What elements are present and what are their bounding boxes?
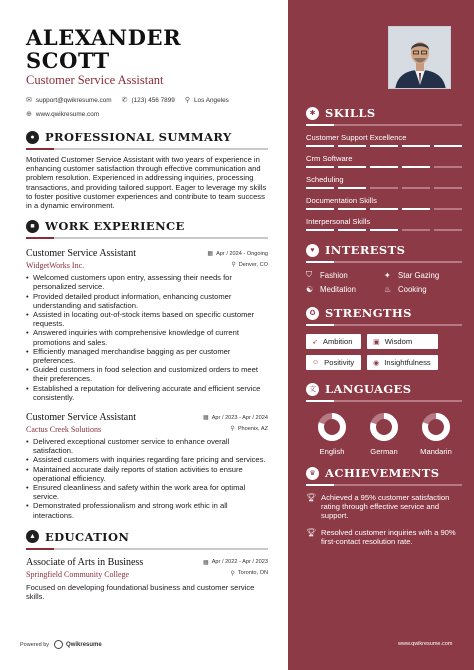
education-location-text: Toronto, ON xyxy=(237,570,268,577)
powered-by-label: Powered by xyxy=(20,641,50,648)
job-title: Customer Service Assistant xyxy=(26,248,136,260)
skill-name: Scheduling xyxy=(306,175,344,184)
job-dates xyxy=(203,414,268,421)
location-item xyxy=(185,96,229,104)
job-dates-text: Apr / 2024 - Ongoing xyxy=(216,250,268,257)
telescope-icon: ✦ xyxy=(384,270,391,280)
brand-name[interactable]: Qwikresume xyxy=(66,641,102,648)
cooking-icon: ♨ xyxy=(384,285,392,294)
interest-label: Meditation xyxy=(320,285,356,294)
section-divider xyxy=(26,237,268,239)
strength-tag xyxy=(306,355,361,370)
interest-item xyxy=(384,285,462,294)
list-item: • Provided detailed product information, enhancing customer understanding and satisfaction. xyxy=(26,292,268,310)
section-divider xyxy=(306,400,462,402)
skill-level-segment xyxy=(338,145,366,147)
degree-title: Associate of Arts in Business xyxy=(26,556,144,568)
tag-icon: ⛉ xyxy=(306,270,312,279)
skill-item xyxy=(306,175,462,189)
language-name: Mandarin xyxy=(420,447,452,456)
interest-item xyxy=(306,270,384,280)
location-text: Los Angeles xyxy=(194,96,229,104)
education-heading: EDUCATION xyxy=(45,529,130,544)
gear-icon: ✱ xyxy=(306,107,319,120)
achievements-heading: ACHIEVEMENTS xyxy=(325,466,440,480)
skill-level-bar xyxy=(306,145,462,147)
achievement-item xyxy=(306,528,462,546)
meditation-icon: ☯ xyxy=(306,285,314,294)
strengths-tags xyxy=(306,334,462,370)
education-location xyxy=(230,570,268,577)
skill-name: Interpersonal Skills xyxy=(306,217,371,226)
section-divider xyxy=(306,484,462,486)
list-item: • Efficiently managed merchandise bagging as per customer preferences. xyxy=(26,347,268,365)
job-dates-text: Apr / 2023 - Apr / 2024 xyxy=(211,414,268,421)
phone-item[interactable] xyxy=(122,96,175,104)
powered-by-footer xyxy=(20,640,102,649)
job-location xyxy=(230,425,268,432)
calendar-icon: ▦ xyxy=(203,559,209,566)
skill-level-segment xyxy=(434,229,462,231)
list-item: • Welcomed customers upon entry, assessing their needs for personalized service. xyxy=(26,273,268,291)
skill-level-segment xyxy=(338,208,366,210)
skill-level-segment xyxy=(370,208,398,210)
contact-row xyxy=(26,96,268,104)
map-pin-icon: ⚲ xyxy=(231,262,236,269)
skill-level-bar xyxy=(306,229,462,231)
skill-item xyxy=(306,217,462,231)
interest-label: Star Gazing xyxy=(398,270,440,280)
map-pin-icon: ⚲ xyxy=(184,97,190,104)
summary-heading: PROFESSIONAL SUMMARY xyxy=(45,130,232,144)
map-pin-icon: ⚲ xyxy=(230,426,235,433)
language-item xyxy=(358,412,410,456)
language-icon: 文 xyxy=(306,383,319,396)
list-item: • Assisted customers with inquiries regarding fare pricing and services. xyxy=(26,455,268,464)
skill-level-bar xyxy=(306,208,462,210)
interests-grid xyxy=(306,270,462,294)
skill-name: Customer Support Excellence xyxy=(306,133,407,142)
strength-label: Wisdom xyxy=(384,337,413,346)
job-location-text: Phoenix, AZ xyxy=(237,425,268,432)
achievements-header xyxy=(306,466,462,480)
achievement-item xyxy=(306,493,462,521)
interest-label: Cooking xyxy=(398,285,427,294)
calendar-icon: ▦ xyxy=(203,415,209,422)
strength-icon: ✪ xyxy=(306,307,319,320)
trophy-icon: 🏆︎ xyxy=(306,527,317,537)
trophy-icon: ♛ xyxy=(306,467,319,480)
calendar-icon: ▦ xyxy=(207,251,214,258)
candidate-title: Customer Service Assistant xyxy=(26,73,164,87)
email-text: support@qwikresume.com xyxy=(35,96,112,104)
languages-header xyxy=(306,382,462,396)
skill-level-segment xyxy=(370,145,398,147)
section-divider xyxy=(306,261,462,263)
list-item: • Established a reputation for delivering accurate and efficient service consistently. xyxy=(26,384,268,402)
summary-header xyxy=(26,130,268,144)
skill-level-segment xyxy=(434,166,462,168)
interests-header xyxy=(306,243,462,257)
experience-heading: WORK EXPERIENCE xyxy=(45,219,185,234)
strength-label: Positivity xyxy=(324,358,355,367)
job-bullets xyxy=(26,273,268,402)
section-divider xyxy=(306,124,462,126)
list-item: • Guided customers in food selection and customized orders to meet their preferences. xyxy=(26,365,268,383)
education-dates xyxy=(203,559,268,566)
strength-tag xyxy=(367,355,438,370)
skill-level-segment xyxy=(306,229,334,231)
skill-level-segment xyxy=(338,229,366,231)
graduation-cap-icon: ▲ xyxy=(26,530,39,543)
language-name: German xyxy=(370,447,398,456)
skill-level-segment xyxy=(402,166,430,168)
smile-icon: ☺ xyxy=(312,359,320,366)
section-divider xyxy=(26,148,268,150)
skill-item xyxy=(306,133,462,147)
skill-level-segment xyxy=(306,145,334,147)
strength-label: Insightfulness xyxy=(384,358,431,367)
experience-header xyxy=(26,219,268,233)
interest-item xyxy=(306,285,384,294)
skill-name: Documentation Skills xyxy=(306,196,377,205)
skill-level-segment xyxy=(306,187,334,189)
rocket-icon: ➶ xyxy=(312,338,318,346)
website-text: www.qwikresume.com xyxy=(35,110,100,118)
globe-icon: ⊕ xyxy=(26,111,32,118)
list-item: • Delivered exceptional customer service to enhance overall satisfaction. xyxy=(26,437,268,455)
language-item xyxy=(410,412,462,456)
job-dates xyxy=(207,250,268,257)
book-icon: ▣ xyxy=(373,338,380,346)
skill-level-segment xyxy=(306,208,334,210)
languages-list xyxy=(306,412,462,456)
person-icon: ● xyxy=(26,131,39,144)
language-name: English xyxy=(319,447,345,456)
list-item: • Assisted in locating out-of-stock items based on specific customer requests. xyxy=(26,310,268,328)
language-item xyxy=(306,412,358,456)
education-description: Focused on developing foundational business and customer service skills. xyxy=(26,582,255,602)
list-item: • Demonstrated professionalism and strong work ethic in all interactions. xyxy=(26,501,268,519)
skill-level-segment xyxy=(402,229,430,231)
skill-level-segment xyxy=(370,229,398,231)
skill-level-segment xyxy=(370,187,398,189)
job-entry xyxy=(26,412,268,520)
list-item: • Ensured cleanliness and safety within the work area for optimal service. xyxy=(26,483,268,501)
strength-label: Ambition xyxy=(322,337,353,346)
skills-header xyxy=(306,106,462,120)
strength-tag xyxy=(367,334,438,349)
list-item: • Answered inquiries with comprehensive knowledge of current promotions and sales. xyxy=(26,328,268,346)
heart-icon: ♥ xyxy=(306,244,319,257)
skills-heading: SKILLS xyxy=(325,106,376,120)
skill-level-segment xyxy=(402,145,430,147)
skill-level-segment xyxy=(402,208,430,210)
sidebar xyxy=(288,0,474,670)
trophy-icon: 🏆︎ xyxy=(306,493,317,502)
strengths-heading: STRENGTHS xyxy=(325,306,412,320)
skill-level-bar xyxy=(306,187,462,189)
achievement-text: Resolved customer inquiries with a 90% first-contact resolution rate. xyxy=(321,527,456,546)
job-bullets xyxy=(26,437,268,520)
skills-list xyxy=(306,133,462,231)
list-item: • Maintained accurate daily reports of station activities to ensure operational efficiency. xyxy=(26,465,268,483)
skill-level-segment xyxy=(434,145,462,147)
skill-item xyxy=(306,196,462,210)
phone-icon: ✆ xyxy=(121,97,128,104)
job-location-text: Denver, CO xyxy=(238,261,268,268)
email-item[interactable] xyxy=(26,96,112,104)
language-level-ring xyxy=(369,412,399,442)
education-header xyxy=(26,530,268,544)
envelope-icon: ✉ xyxy=(26,97,32,104)
profile-photo-image xyxy=(389,27,451,89)
footer-website[interactable]: www.qwikresume.com xyxy=(398,641,453,647)
language-level-ring xyxy=(317,412,347,442)
strength-tag xyxy=(306,334,361,349)
skill-level-segment xyxy=(434,208,462,210)
skill-name: Crm Software xyxy=(306,154,353,163)
strengths-header xyxy=(306,306,462,320)
section-divider xyxy=(306,324,462,326)
website-item[interactable] xyxy=(26,110,99,118)
job-entry xyxy=(26,248,268,402)
skill-level-segment xyxy=(370,166,398,168)
skill-level-bar xyxy=(306,166,462,168)
skill-level-segment xyxy=(338,166,366,168)
school-name: Springfield Community College xyxy=(26,569,130,579)
skill-level-segment xyxy=(434,187,462,189)
interest-label: Fashion xyxy=(320,270,348,280)
website-row xyxy=(26,110,268,118)
job-title: Customer Service Assistant xyxy=(26,412,136,424)
skill-level-segment xyxy=(306,166,334,168)
candidate-name: ALEXANDER SCOTT xyxy=(26,25,182,73)
skill-level-segment xyxy=(338,187,366,189)
education-dates-text: Apr / 2022 - Apr / 2023 xyxy=(211,559,268,566)
profile-photo xyxy=(388,26,451,89)
briefcase-icon: ■ xyxy=(26,220,39,233)
phone-text: (123) 456 7899 xyxy=(131,96,175,104)
company-name: Cactus Creek Solutions xyxy=(26,425,102,435)
job-location xyxy=(231,261,268,268)
education-entry xyxy=(26,557,268,601)
skill-level-segment xyxy=(402,187,430,189)
interests-heading: INTERESTS xyxy=(325,243,406,257)
achievement-text: Achieved a 95% customer satisfaction rating through effective service and support. xyxy=(321,493,450,521)
summary-text: Motivated Customer Service Assistant with two years of experience in enhancing customer satisfaction through effective communication and problem resolution. Experienced in addressing inquiries, processing transactions, and providing tailored support. Eager to leverage my skills to foster positive customer experiences and contribute to team success in a dynamic environment. xyxy=(26,155,267,211)
skill-item xyxy=(306,154,462,168)
company-name: WidgetWorks Inc. xyxy=(26,261,85,271)
map-pin-icon: ⚲ xyxy=(230,570,235,577)
interest-item xyxy=(384,270,462,280)
eye-icon: ◉ xyxy=(373,359,380,367)
section-divider xyxy=(26,548,268,550)
languages-heading: LANGUAGES xyxy=(325,382,412,396)
qwikresume-logo-icon xyxy=(54,640,63,649)
language-level-ring xyxy=(421,412,451,442)
